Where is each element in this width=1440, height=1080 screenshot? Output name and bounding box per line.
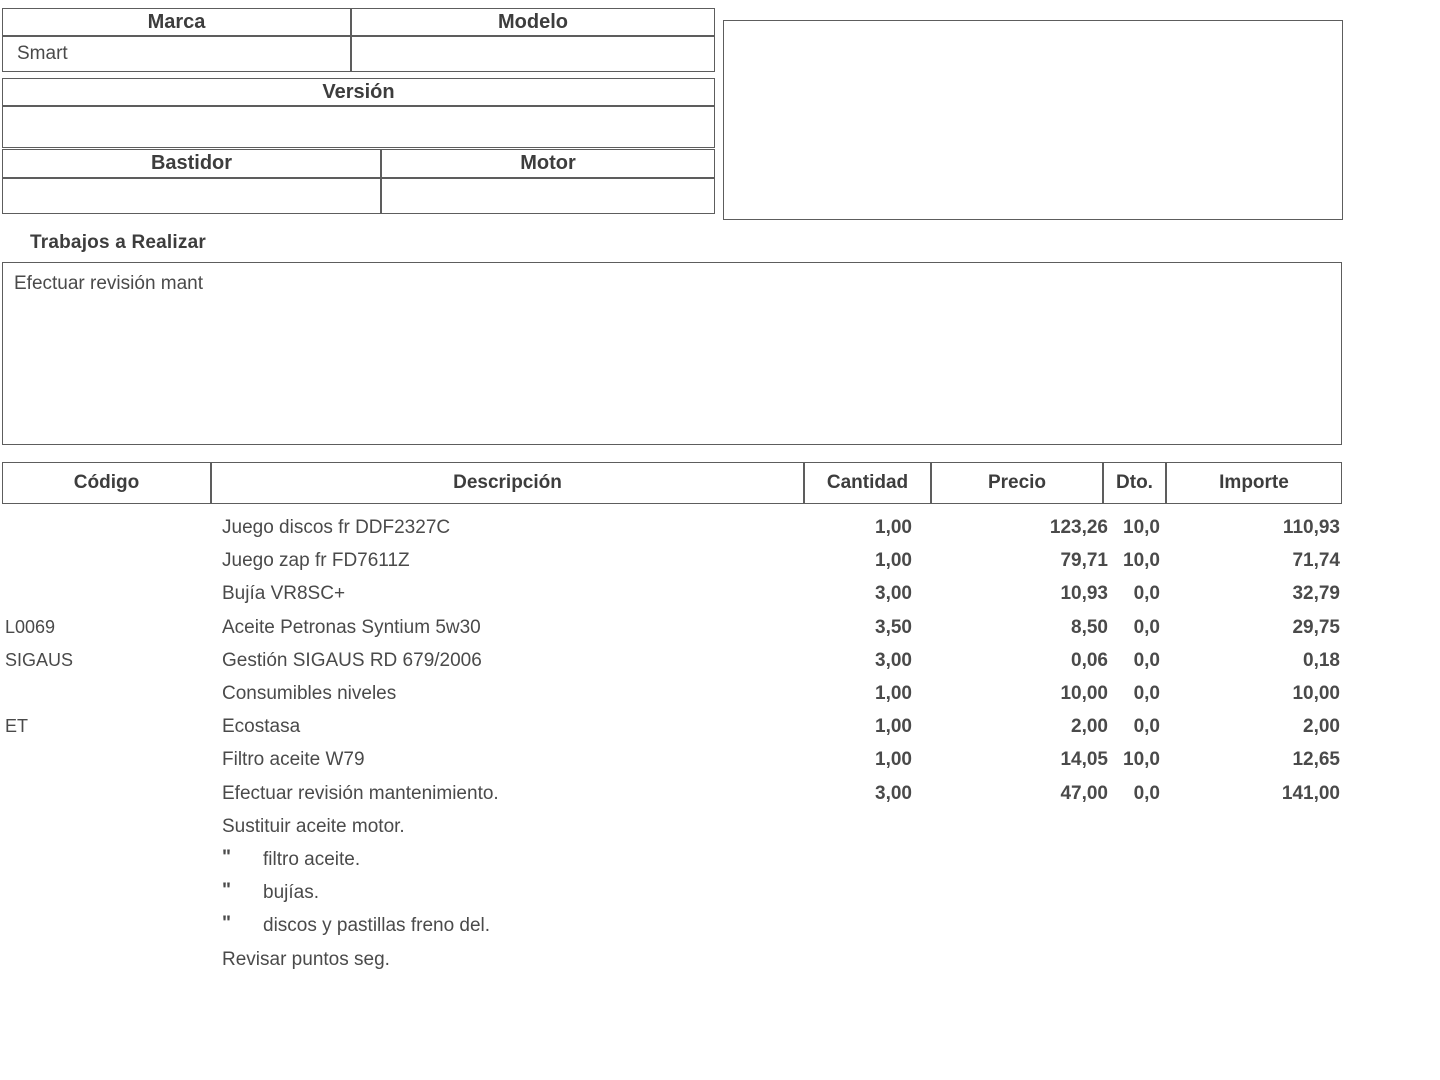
- row-descripcion: Aceite Petronas Syntium 5w30: [222, 616, 481, 638]
- row-importe: 10,00: [1292, 683, 1340, 704]
- row-codigo: SIGAUS: [5, 649, 74, 670]
- row-dto: 0,0: [1133, 782, 1160, 804]
- vehicle-version-field[interactable]: [2, 106, 715, 148]
- ditto-mark-icon: ": [222, 880, 232, 902]
- row-dto: 0,0: [1133, 683, 1160, 704]
- row-precio: 10,93: [1060, 583, 1108, 605]
- column-header-cantidad: [804, 462, 931, 504]
- note-text: Revisar puntos seg.: [222, 948, 390, 970]
- note-text: bujías.: [263, 882, 319, 904]
- column-header-descripcion: [211, 462, 804, 504]
- row-importe: 12,65: [1292, 749, 1340, 771]
- note-text: discos y pastillas freno del.: [263, 915, 491, 937]
- row-cantidad: 1,00: [875, 550, 912, 572]
- vehicle-marca-header-label: Marca: [147, 11, 206, 33]
- row-descripcion: Ecostasa: [222, 716, 301, 738]
- row-dto: 10,0: [1123, 550, 1160, 572]
- vehicle-bastidor-field[interactable]: [2, 178, 381, 214]
- column-header-descripcion-label: Descripción: [453, 472, 562, 493]
- row-dto: 0,0: [1133, 649, 1160, 671]
- vehicle-modelo-field[interactable]: [351, 36, 715, 72]
- column-header-dto: [1103, 462, 1166, 504]
- works-label: Trabajos a Realizar: [30, 232, 206, 253]
- row-dto: 0,0: [1133, 716, 1160, 738]
- row-importe: 29,75: [1292, 616, 1340, 638]
- row-importe: 2,00: [1303, 716, 1340, 738]
- row-importe: 71,74: [1292, 550, 1340, 572]
- vehicle-bastidor-header: [2, 149, 381, 178]
- row-descripcion: Gestión SIGAUS RD 679/2006: [222, 649, 482, 671]
- row-precio: 14,05: [1060, 749, 1108, 771]
- row-cantidad: 3,00: [875, 649, 912, 671]
- notes-panel[interactable]: [723, 20, 1343, 220]
- vehicle-version-header: [2, 78, 715, 106]
- note-text: filtro aceite.: [263, 849, 361, 870]
- row-dto: 0,0: [1133, 583, 1160, 605]
- column-header-precio-label: Precio: [987, 472, 1047, 493]
- vehicle-version-header-label: Versión: [322, 81, 395, 103]
- column-header-dto-label: Dto.: [1116, 472, 1153, 493]
- row-precio: 0,06: [1071, 649, 1108, 671]
- column-header-importe-label: Importe: [1219, 472, 1289, 493]
- row-descripcion: Juego discos fr DDF2327C: [222, 517, 451, 538]
- row-importe: 0,18: [1303, 649, 1340, 671]
- row-dto: 10,0: [1123, 517, 1160, 538]
- row-importe: 110,93: [1282, 517, 1340, 538]
- vehicle-motor-header: [381, 149, 715, 178]
- row-precio: 47,00: [1060, 782, 1108, 804]
- vehicle-motor-field[interactable]: [381, 178, 715, 214]
- vehicle-modelo-header: [351, 8, 715, 36]
- vehicle-motor-header-label: Motor: [520, 152, 576, 174]
- vehicle-marca-field[interactable]: [2, 36, 351, 72]
- row-cantidad: 3,00: [875, 782, 912, 804]
- row-cantidad: 1,00: [875, 517, 912, 538]
- column-header-cantidad-label: Cantidad: [826, 472, 909, 493]
- row-precio: 10,00: [1060, 683, 1108, 704]
- row-precio: 79,71: [1060, 550, 1108, 572]
- row-precio: 123,26: [1049, 517, 1108, 538]
- row-codigo: L0069: [5, 616, 56, 637]
- row-descripcion: Efectuar revisión mantenimiento.: [222, 782, 499, 804]
- row-dto: 0,0: [1133, 616, 1160, 638]
- row-importe: 32,79: [1292, 583, 1340, 605]
- column-header-precio: [931, 462, 1103, 504]
- row-cantidad: 1,00: [875, 749, 912, 771]
- note-text: Sustituir aceite motor.: [222, 815, 405, 837]
- row-cantidad: 3,00: [875, 583, 912, 605]
- ditto-mark-icon: ": [222, 847, 232, 868]
- row-descripcion: Filtro aceite W79: [222, 749, 365, 771]
- row-cantidad: 1,00: [875, 716, 912, 738]
- row-codigo: ET: [5, 716, 29, 737]
- row-descripcion: Consumibles niveles: [222, 683, 397, 704]
- column-header-importe: [1166, 462, 1342, 504]
- column-header-codigo: [2, 462, 211, 504]
- row-importe: 141,00: [1281, 782, 1340, 804]
- vehicle-marca-header: [2, 8, 351, 36]
- row-cantidad: 3,50: [875, 616, 912, 638]
- row-precio: 2,00: [1071, 716, 1108, 738]
- row-descripcion: Juego zap fr FD7611Z: [222, 550, 410, 572]
- ditto-mark-icon: ": [222, 913, 232, 935]
- row-precio: 8,50: [1071, 616, 1108, 638]
- column-header-codigo-label: Código: [73, 472, 140, 493]
- vehicle-modelo-header-label: Modelo: [498, 11, 568, 33]
- row-cantidad: 1,00: [875, 683, 912, 704]
- vehicle-bastidor-header-label: Bastidor: [150, 152, 233, 174]
- row-descripcion: Bujía VR8SC+: [222, 583, 346, 605]
- works-textarea-value: Efectuar revisión mant: [14, 273, 204, 294]
- row-dto: 10,0: [1123, 749, 1160, 771]
- vehicle-marca-value: Smart: [17, 43, 68, 64]
